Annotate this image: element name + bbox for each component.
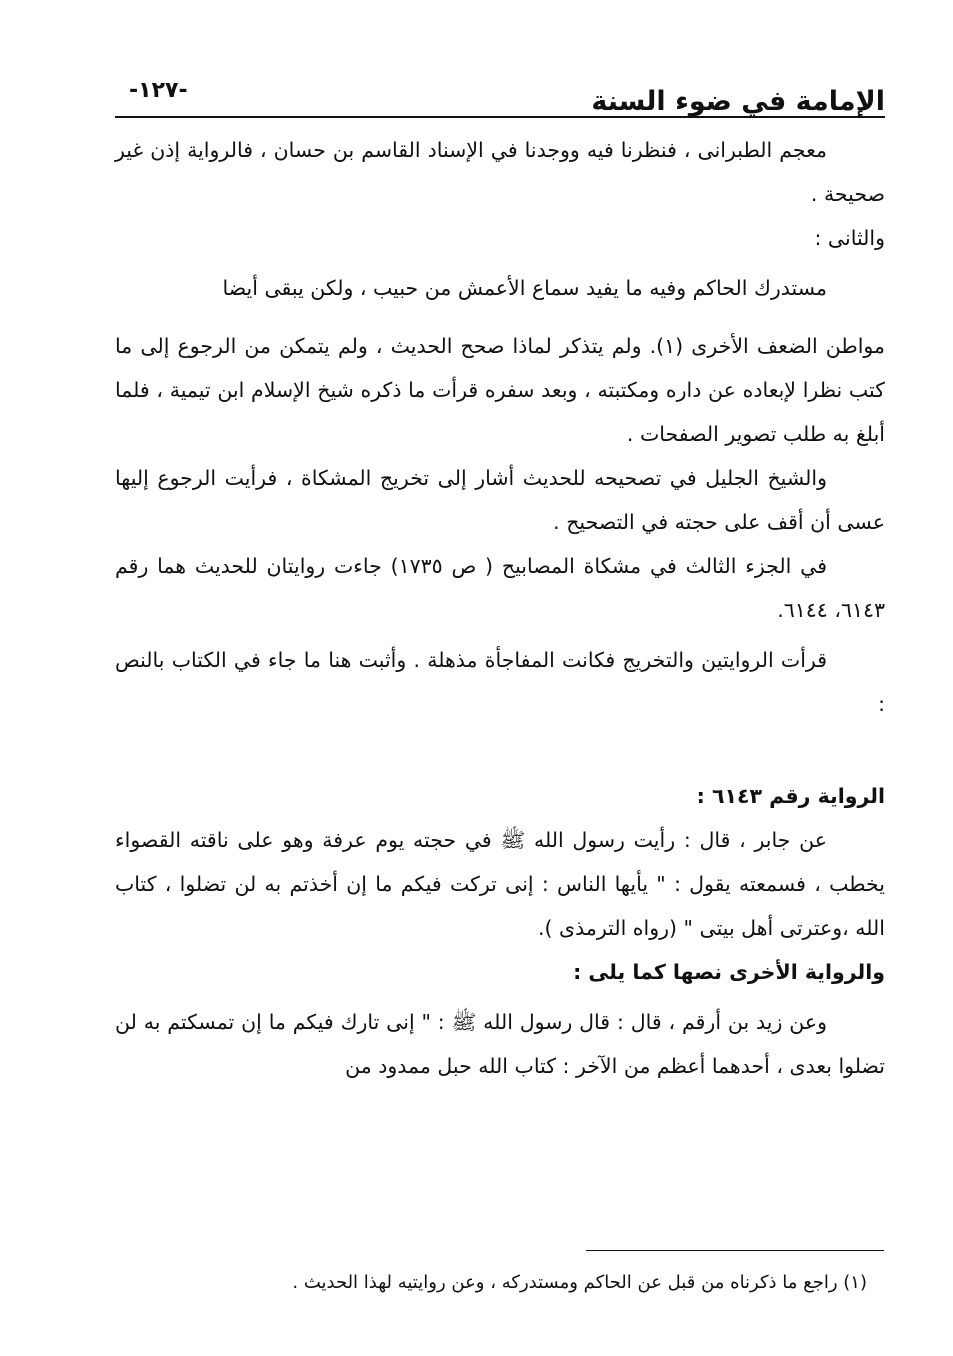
paragraph-tabarani: معجم الطبرانى ، فنظرنا فيه ووجدنا في الإسناد القاسم بن حسان ، فالرواية إذن غير صحيحة . xyxy=(115,138,885,206)
paragraph-weakness: مواطن الضعف الأخرى (١). ولم يتذكر لماذا صحح الحديث ، ولم يتمكن من الرجوع إلى ما كتب نظرا لإبعاده عن داره ومكتبته ، وبعد سفره قرأت ما ذكره شيخ الإسلام ابن تيمية ، فلما أبلغ به طلب تصوير الصفحات . xyxy=(115,334,885,446)
paragraph-jabir: عن جابر ، قال : رأيت رسول الله ﷺ في حجته يوم عرفة وهو على ناقته القصواء يخطب ، فسمعته يقول : " يأيها الناس : إنى تركت فيكم ما إن أخذتم به لن تضلوا ، كتاب الله ،وعترتى أهل بيتى " (رواه الترمذى ). xyxy=(115,828,885,940)
paragraph-mustadrak: مستدرك الحاكم وفيه ما يفيد سماع الأعمش من حبيب ، ولكن يبقى أيضا xyxy=(222,276,827,300)
main-text xyxy=(115,128,885,1088)
running-title: الإمامة في ضوء السنة xyxy=(591,86,885,117)
paragraph-sheikh: والشيخ الجليل في تصحيحه للحديث أشار إلى تخريج المشكاة ، فرأيت الرجوع إليها عسى أن أقف على حجته في التصحيح . xyxy=(115,466,885,534)
paragraph-reading: قرأت الروايتين والتخريج فكانت المفاجأة مذهلة . وأثبت هنا ما جاء في الكتاب بالنص : xyxy=(115,648,885,716)
footnote: (١) راجع ما ذكرناه من قبل عن الحاكم ومستدركه ، وعن روايتيه لهذا الحديث . xyxy=(292,1272,867,1293)
narration-heading-6143: الرواية رقم ٦١٤٣ : xyxy=(696,784,885,808)
footnote-divider xyxy=(586,1250,884,1251)
header-divider xyxy=(115,116,885,118)
page-number: -١٢٧- xyxy=(129,78,188,103)
paragraph-zayd: وعن زيد بن أرقم ، قال : قال رسول الله ﷺ : " إنى تارك فيكم ما إن تمسكتم به لن تضلوا بعدى ، أحدهما أعظم من الآخر : كتاب الله حبل ممدود من xyxy=(115,1010,885,1078)
paragraph-mishkat: في الجزء الثالث في مشكاة المصابيح ( ص ١٧٣٥) جاءت روايتان للحديث هما رقم ٦١٤٣، ٦١٤٤. xyxy=(115,554,885,622)
other-narration-heading: والرواية الأخرى نصها كما يلى : xyxy=(573,960,885,984)
paragraph-second-label: والثانى : xyxy=(814,226,885,250)
page-header xyxy=(115,68,885,116)
